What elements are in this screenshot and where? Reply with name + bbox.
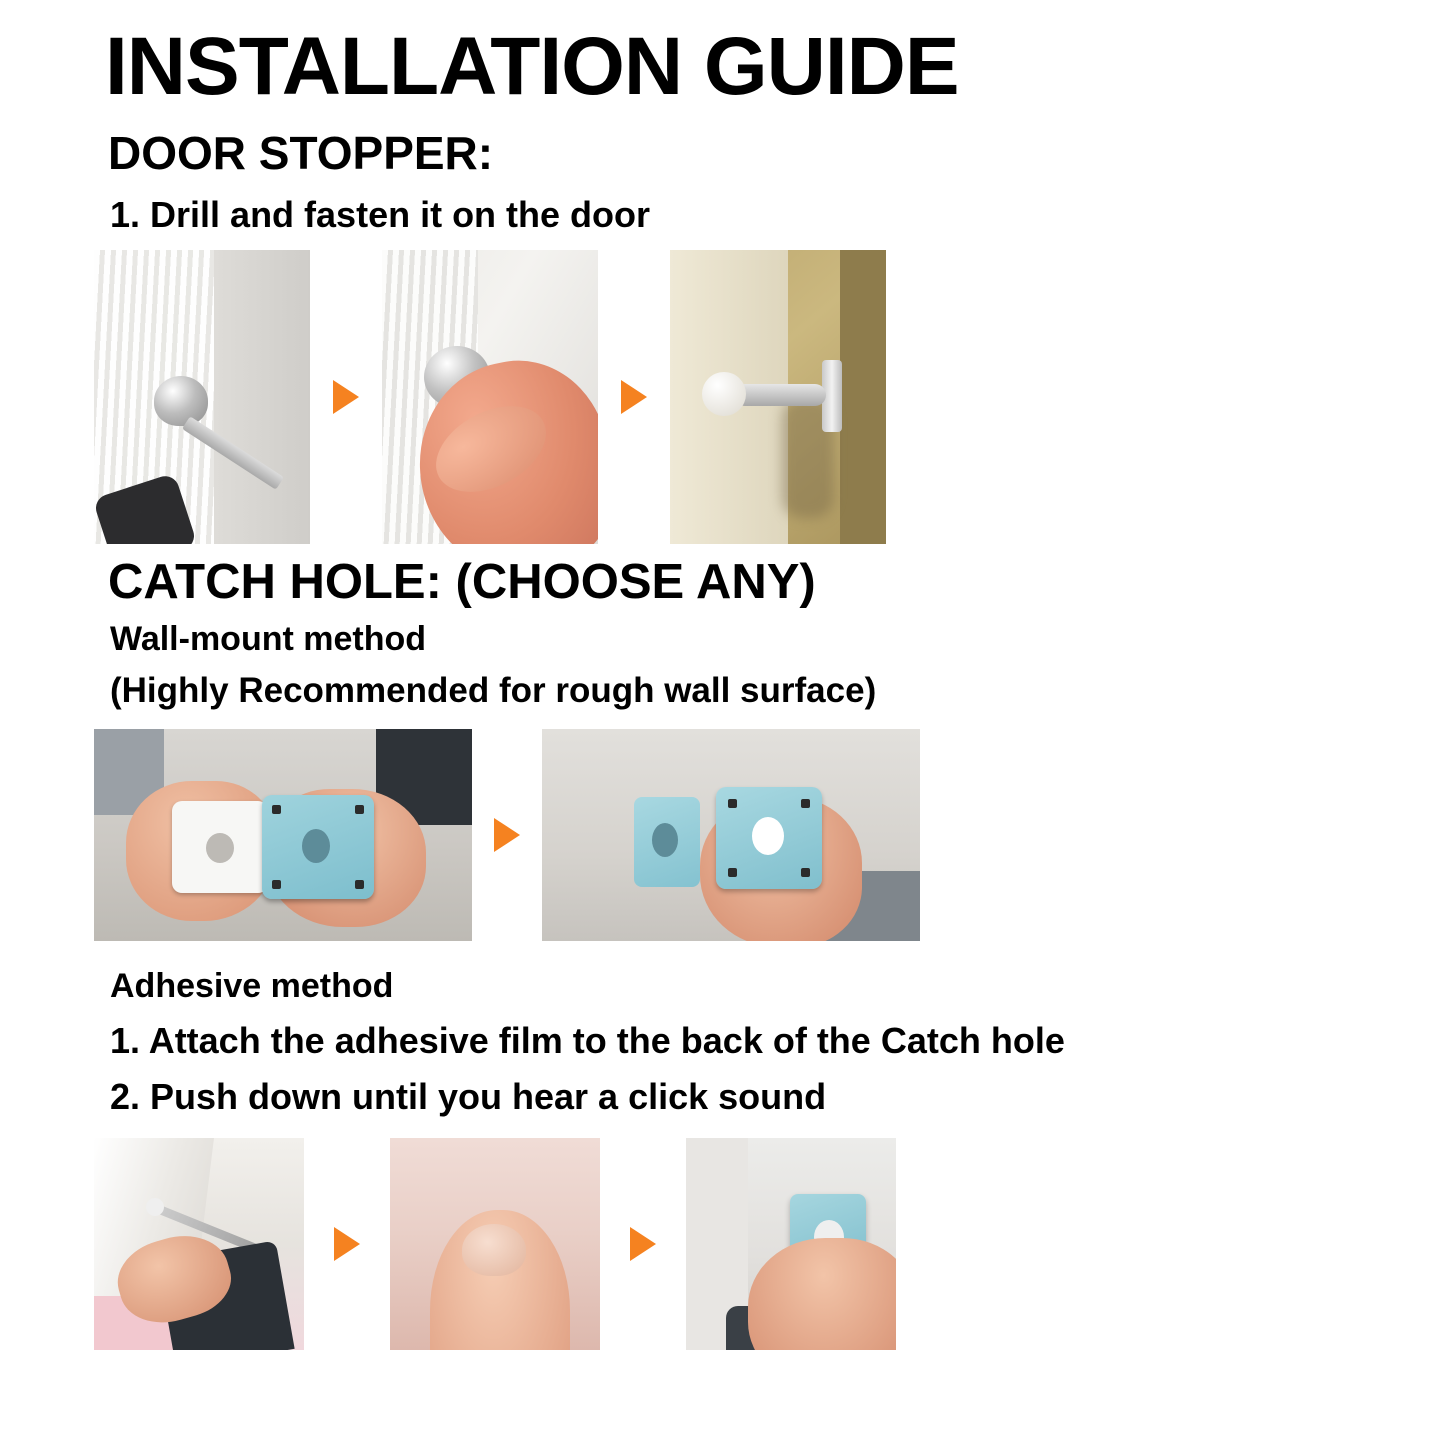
photo-hand-holding-blue-catch-hole [542, 729, 920, 941]
arrow-right-icon [334, 1227, 360, 1261]
screw-dot [355, 805, 364, 814]
arrow-right-icon [494, 818, 520, 852]
screw-dot [801, 868, 810, 877]
photo-drill-fastening-stopper [94, 250, 310, 544]
arrow-right-icon [621, 380, 647, 414]
white-backplate [172, 801, 268, 893]
fingernail [462, 1224, 526, 1276]
section-heading-catch-hole: CATCH HOLE: (CHOOSE ANY) [108, 555, 816, 609]
door-stopper-step-1: 1. Drill and fasten it on the door [110, 194, 651, 235]
mounting-backplate [634, 797, 700, 887]
screw-dot [272, 805, 281, 814]
photo-installed-door-stopper [670, 250, 886, 544]
page-title: INSTALLATION GUIDE [105, 21, 959, 112]
stopper-knob [154, 376, 208, 426]
wall-mount-method-label: Wall-mount method [110, 620, 427, 658]
hand [748, 1238, 896, 1350]
arrow-right-icon [333, 380, 359, 414]
photo-hand-pressing-catch-hole-on-wall [686, 1138, 896, 1350]
arrow-right-icon [630, 1227, 656, 1261]
stopper-stem [734, 384, 826, 406]
adhesive-step-2: 2. Push down until you hear a click sound [110, 1076, 827, 1117]
photo-finger-pressing-adhesive [390, 1138, 600, 1350]
wall-mount-recommendation-note: (Highly Recommended for rough wall surface) [110, 671, 877, 710]
catch-hole-photo-row [0, 729, 1445, 941]
door-stopper-photo-row [0, 250, 1445, 544]
screw-dot [728, 868, 737, 877]
blue-catch-hole [716, 787, 822, 889]
screw-dot [272, 880, 281, 889]
adhesive-step-1: 1. Attach the adhesive film to the back of the Catch hole [110, 1020, 1065, 1061]
door-panel [214, 250, 310, 544]
adhesive-photo-row [0, 1138, 1445, 1350]
section-heading-door-stopper: DOOR STOPPER: [108, 127, 494, 179]
wall-right [840, 250, 886, 544]
blue-catch-hole [262, 795, 374, 899]
photo-hands-holding-catch-hole-plates [94, 729, 472, 941]
pen-tip [146, 1198, 164, 1216]
photo-marking-wall-position [94, 1138, 304, 1350]
screw-dot [355, 880, 364, 889]
adhesive-method-label: Adhesive method [110, 967, 394, 1005]
screw-dot [801, 799, 810, 808]
photo-hand-tightening-stopper [382, 250, 598, 544]
stopper-tip [702, 372, 746, 416]
screw-dot [728, 799, 737, 808]
